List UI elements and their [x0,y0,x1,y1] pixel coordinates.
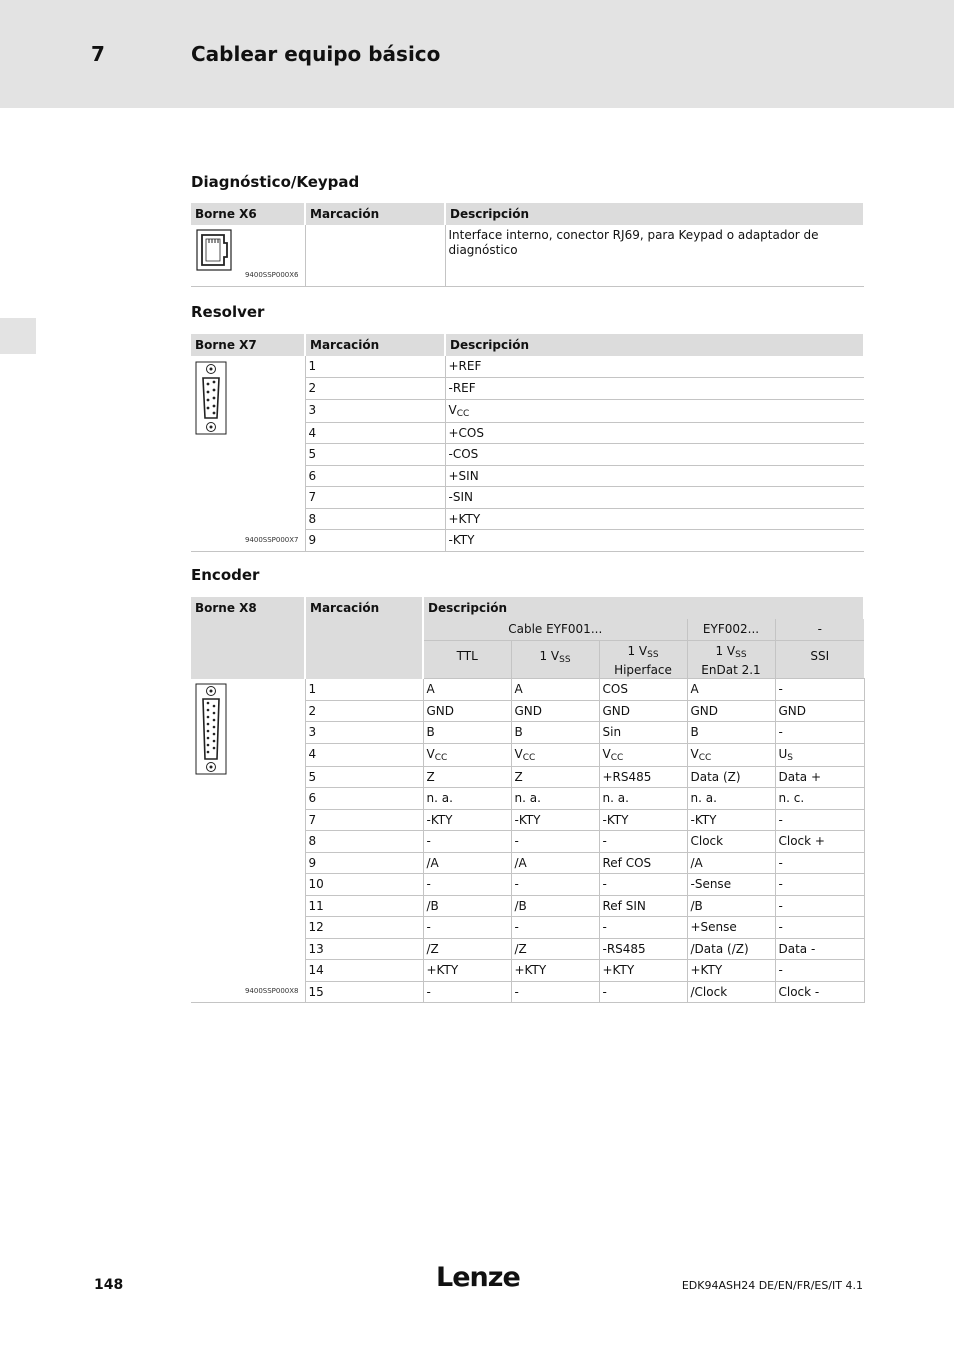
cell-text: 1 [308,681,317,696]
pin-description: -SIN [445,487,864,509]
cell-text: 2 [308,703,317,718]
picture-note: 9400SSP000X8 [244,987,299,995]
pin-signal [599,788,687,810]
side-tab-marker [0,318,36,354]
cell-text: - [778,920,783,934]
cell-text: Ref COS [602,855,652,870]
pin-signal [775,788,864,810]
subscript: SS [559,655,571,665]
col-hiperface-text: Hiperface [614,663,672,677]
pin-number: 9 [305,530,445,552]
cell-text: Z [514,769,523,784]
cell-text: 11 [308,898,324,913]
cell-text: n. a. [690,791,717,805]
cell-text: GND [426,703,455,718]
pin-signal [423,874,511,896]
pin-number: 3 [305,399,445,422]
table-row [191,679,864,701]
pin-number [305,981,423,1003]
cell-text: Clock [690,834,724,848]
pin-signal [687,874,775,896]
cell-text: V [426,746,435,761]
pin-signal [687,809,775,831]
pin-number [305,809,423,831]
pin-signal [599,960,687,982]
pin-number [305,917,423,939]
cell-text: - [426,984,431,999]
pin-signal [687,895,775,917]
col-ssi: SSI [775,641,864,679]
cell-text: B [514,725,523,739]
cell-text: /B [514,898,527,913]
pin-description: -REF [445,378,864,400]
pin-signal [511,917,599,939]
pin-number: 4 [305,422,445,444]
cell-text: B [690,725,699,739]
cell-text: +RS485 [602,769,652,784]
cell-text: - [778,877,783,891]
col-borne: Borne X6 [191,203,305,225]
cell-text: - [514,834,519,848]
pin-signal [599,938,687,960]
document-id: EDK94ASH24 DE/EN/FR/ES/IT 4.1 [681,1279,863,1292]
pin-signal [511,766,599,788]
pin-signal [687,938,775,960]
pin-signal [687,679,775,701]
cell-text: /Z [514,941,527,956]
cell-text: GND [514,703,543,718]
cell-text: - [778,725,783,739]
col-descripcion: Descripción [445,203,864,225]
pin-signal [511,960,599,982]
pin-number: 8 [305,508,445,530]
pin-signal [775,917,864,939]
cell-text: - [602,877,607,891]
pin-signal [423,895,511,917]
section-title-encoder: Encoder [191,566,260,584]
cell-text: 9 [308,855,317,870]
pin-signal [775,874,864,896]
cell-text: /Z [426,941,439,956]
pin-signal [511,743,599,766]
cell-text: Ref SIN [602,898,646,913]
cell-text: - [778,963,783,977]
header-band [0,0,954,108]
cell-text: n. c. [778,791,805,805]
pin-number [305,679,423,701]
pin-signal [599,722,687,744]
cell-text: +KTY [602,963,635,977]
pin-signal [775,981,864,1003]
cell-text: /Clock [690,984,728,999]
pin-number [305,938,423,960]
pin-signal [423,809,511,831]
col-descripcion: Descripción [423,597,864,619]
cell-text: /B [690,898,703,913]
pin-signal [775,852,864,874]
pin-signal [511,981,599,1003]
cell-text: 3 [308,725,317,739]
cell-text: - [778,898,783,913]
cell-text: - [514,984,519,999]
table-encoder [191,597,865,1003]
group-ssi: - [775,619,864,641]
pin-signal [687,831,775,853]
page-number: 148 [94,1277,124,1293]
cell-text: 14 [308,963,324,977]
col-borne: Borne X7 [191,334,305,356]
cell-text: COS [602,682,628,696]
pin-signal [775,766,864,788]
pin-signal [775,938,864,960]
col-1vss-hiperface [599,641,687,679]
subscript: CC [522,752,536,763]
group-eyf002: EYF002... [687,619,775,641]
pin-signal [775,700,864,722]
subscript: CC [456,408,470,419]
cell-text: - [514,877,519,891]
pin-signal [423,788,511,810]
cell-text: -RS485 [602,941,646,956]
pin-signal [775,743,864,766]
cell-text: 12 [308,920,324,934]
cell-text: Clock + [778,834,825,848]
cell-text: n. a. [426,791,453,805]
pin-signal [511,679,599,701]
subscript: S [787,752,794,763]
pin-signal [687,917,775,939]
pin-signal [775,679,864,701]
subscript: CC [698,752,712,763]
pin-signal [599,766,687,788]
table-diagnostico [191,203,865,287]
pin-signal [775,831,864,853]
pin-number [305,874,423,896]
pin-signal [511,938,599,960]
col-borne: Borne X8 [191,597,305,679]
subscript: SS [735,650,747,660]
chapter-title: Cablear equipo básico [191,42,441,66]
pin-description: +REF [445,356,864,378]
pin-number [305,700,423,722]
cell-text: +KTY [690,963,723,977]
cell-text: +Sense [690,920,737,934]
pin-description: -KTY [445,530,864,552]
chapter-number: 7 [91,42,105,66]
cell-text: - [426,877,431,891]
col-endat-text: EnDat 2.1 [701,663,761,677]
section-title-diagnostico: Diagnóstico/Keypad [191,173,360,191]
cell-text: -KTY [426,812,453,827]
cell-text: A [426,682,435,696]
pin-number: 1 [305,356,445,378]
table-row [191,356,864,378]
cell-text: /A [426,855,439,870]
cell-text: A [514,682,523,696]
col-marcacion: Marcación [305,597,423,679]
pin-signal [599,831,687,853]
col-1vss-endat [687,641,775,679]
pin-signal [423,852,511,874]
col-ttl: TTL [423,641,511,679]
section-title-resolver: Resolver [191,303,265,321]
cell-text: V [602,746,611,761]
pin-signal [423,722,511,744]
pin-number [305,960,423,982]
subscript: SS [647,650,659,660]
cell-text: - [602,920,607,934]
pin-signal [599,981,687,1003]
cell-text: 13 [308,941,324,956]
pin-description: +SIN [445,465,864,487]
cell-text: Z [426,769,435,784]
cell-text: GND [602,703,631,718]
pin-signal [775,960,864,982]
pin-number [305,766,423,788]
col-1vss-text: 1 V [715,644,736,658]
cell-text: +KTY [426,963,459,977]
pin-number: 2 [305,378,445,400]
cell-text: -KTY [690,812,717,827]
pin-signal [423,981,511,1003]
group-eyf001: Cable EYF001... [423,619,687,641]
picture-note: 9400SSP000X6 [244,270,299,279]
pin-description-text: V [448,402,457,417]
cell-text: /B [426,898,439,913]
col-1vss-text: 1 V [539,649,560,663]
cell-text: Data (Z) [690,769,741,784]
pin-number: 5 [305,444,445,466]
col-descripcion: Descripción [445,334,864,356]
pin-signal [599,743,687,766]
pin-signal [687,766,775,788]
pin-signal [687,960,775,982]
col-1vss [511,641,599,679]
cell-text: - [602,834,607,848]
pin-number [305,852,423,874]
pin-description [445,399,864,422]
pin-signal [511,831,599,853]
subscript: CC [434,752,448,763]
pin-signal [599,917,687,939]
cell-text: - [602,984,607,999]
cell-text: n. a. [602,791,629,805]
pin-signal [775,809,864,831]
pin-signal [599,895,687,917]
pin-signal [423,831,511,853]
cell-text: - [426,834,431,848]
pin-number [305,743,423,766]
pin-number [305,722,423,744]
pin-signal [775,722,864,744]
pin-signal [511,895,599,917]
cell-text: - [426,920,431,934]
pin-signal [599,700,687,722]
cell-text: 15 [308,984,324,999]
pin-number [305,831,423,853]
pin-signal [687,788,775,810]
cell-text: GND [690,703,719,718]
cell-text: - [778,682,783,696]
pin-signal [599,679,687,701]
pin-signal [687,981,775,1003]
pin-signal [423,700,511,722]
cell-text: GND [778,703,807,718]
table-resolver [191,334,865,552]
pin-description: +COS [445,422,864,444]
pin-signal [511,809,599,831]
pin-signal [423,938,511,960]
cell-text: -KTY [514,812,541,827]
lenze-logo: Lenze [436,1262,520,1293]
pin-signal [511,700,599,722]
cell-text: Clock - [778,984,820,999]
pin-signal [599,809,687,831]
col-marcacion: Marcación [305,334,445,356]
pin-number [305,788,423,810]
cell-text: Sin [602,725,622,739]
cell-text: B [426,725,435,739]
cell-text: Data + [778,769,822,784]
cell-text: - [778,855,783,870]
cell-text: n. a. [514,791,541,805]
description-cell: Interface interno, conector RJ69, para Keypad o adaptador de diagnóstico [445,225,864,286]
col-marcacion: Marcación [305,203,445,225]
cell-text: V [690,746,699,761]
cell-text: 4 [308,746,317,761]
pin-number: 6 [305,465,445,487]
pin-signal [423,679,511,701]
pin-signal [423,743,511,766]
pin-signal [511,788,599,810]
pin-signal [687,852,775,874]
cell-text: 5 [308,769,317,784]
dsub15-connector-cell [191,679,305,1003]
pin-signal [423,917,511,939]
cell-text: -Sense [690,877,732,891]
rj-connector-icon [196,229,232,271]
pin-description: -COS [445,444,864,466]
pin-number: 7 [305,487,445,509]
pin-signal [599,852,687,874]
pin-signal [687,743,775,766]
cell-text: /Data (/Z) [690,941,749,956]
pin-signal [511,852,599,874]
cell-text: Data - [778,941,816,956]
cell-text: - [778,812,783,827]
pin-signal [687,722,775,744]
pin-signal [599,874,687,896]
dsub15-connector-icon [195,683,227,775]
pin-signal [775,895,864,917]
cell-text: 6 [308,791,317,805]
pin-signal [423,766,511,788]
cell-text: - [514,920,519,934]
pin-signal [687,700,775,722]
subscript: CC [610,752,624,763]
cell-text: V [514,746,523,761]
cell-text: 8 [308,834,317,848]
cell-text: +KTY [514,963,547,977]
pin-signal [511,874,599,896]
pin-number [305,895,423,917]
marcacion-cell [305,225,445,286]
picture-note: 9400SSP000X7 [244,535,299,544]
dsub9-connector-icon [195,361,227,435]
cell-text: /A [514,855,527,870]
col-1vss-text: 1 V [627,644,648,658]
pin-signal [511,722,599,744]
pin-description: +KTY [445,508,864,530]
cell-text: /A [690,855,703,870]
pin-signal [423,960,511,982]
cell-text: U [778,746,788,761]
cell-text: -KTY [602,812,629,827]
rj-connector-cell [191,225,305,286]
cell-text: 10 [308,877,324,891]
cell-text: A [690,682,699,696]
cell-text: 7 [308,812,317,827]
dsub9-connector-cell [191,356,305,551]
